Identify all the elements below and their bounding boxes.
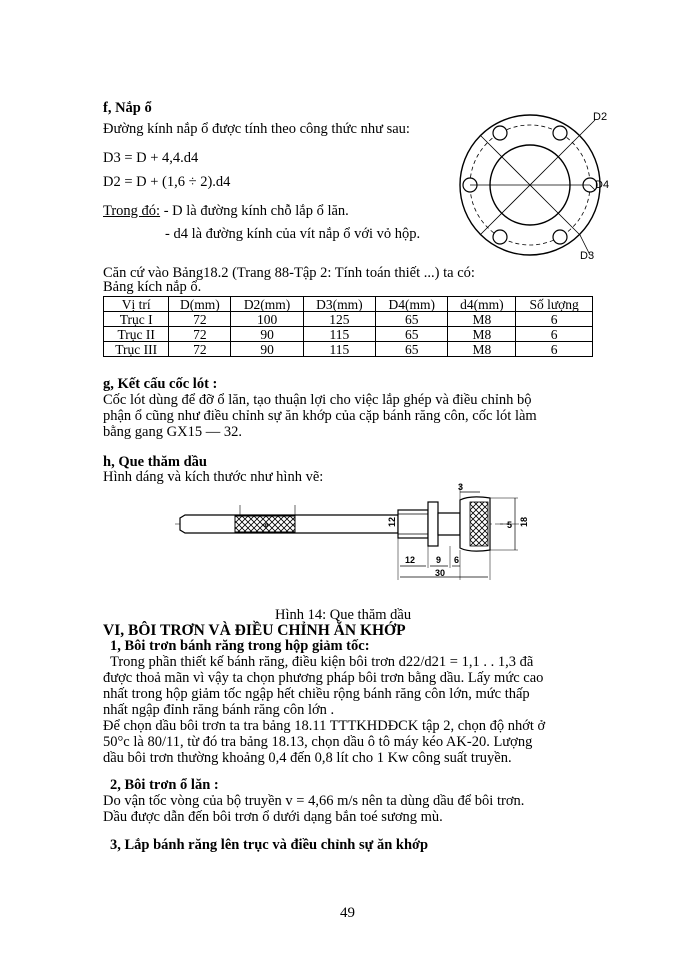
table-header: D3(mm) xyxy=(303,297,375,312)
section-f-intro: Đường kính nắp ổ được tính theo công thức như sau: xyxy=(103,121,410,137)
table-cell: M8 xyxy=(448,312,516,327)
table-row xyxy=(104,327,593,342)
table-cell: Trục II xyxy=(104,327,169,342)
fig-label-d4: D4 xyxy=(595,179,610,191)
dim-label: 6 xyxy=(263,523,270,527)
basis-text: Căn cứ vào Bảng18.2 (Trang 88-Tập 2: Tính toán thiết ...) ta có: xyxy=(103,265,475,281)
table-cell: 65 xyxy=(376,312,448,327)
fig-label-d2: D2 xyxy=(593,111,608,123)
p3-line-1: Do vận tốc vòng của bộ truyền v = 4,66 m/s nên ta dùng dầu để bôi trơn. xyxy=(103,793,525,809)
bearing-cap-table xyxy=(103,296,593,357)
table-header: D4(mm) xyxy=(376,297,448,312)
figure-caption: Hình 14: Que thăm dầu xyxy=(275,607,412,623)
bearing-cap-figure xyxy=(455,105,615,265)
table-cell: 72 xyxy=(169,312,231,327)
table-cell: 72 xyxy=(169,327,231,342)
table-cell: 115 xyxy=(303,342,375,357)
table-cell: 115 xyxy=(303,327,375,342)
fig-label-d3: D3 xyxy=(580,250,595,262)
table-header: Số lượng xyxy=(516,297,593,312)
dim-label: 30 xyxy=(435,568,446,578)
formula-d2: D2 = D + (1,6 ÷ 2).d4 xyxy=(103,174,231,190)
dim-label: 18 xyxy=(519,516,529,527)
table-cell: 90 xyxy=(231,342,303,357)
table-cell: Trục III xyxy=(104,342,169,357)
where-text-1: - D là đường kính chỗ lắp ổ lăn. xyxy=(160,203,349,219)
section-g-line-1: Cốc lót dùng để đỡ ổ lăn, tạo thuận lợi cho việc lắp ghép và điều chỉnh bộ xyxy=(103,392,532,408)
p3-line-2: Dầu được dẫn đến bôi trơn ổ dưới dạng bắn toé sương mù. xyxy=(103,809,443,825)
where-line-2: - d4 là đường kính của vít nắp ổ với vỏ hộp. xyxy=(165,226,421,242)
table-cell: 100 xyxy=(231,312,303,327)
dim-label: 5 xyxy=(507,520,513,530)
dim-label: 6 xyxy=(454,555,460,565)
table-header: d4(mm) xyxy=(448,297,516,312)
section-g-line-3: bằng gang GX15 — 32. xyxy=(103,424,242,440)
table-cell: 6 xyxy=(516,312,593,327)
dim-label: 12 xyxy=(387,516,397,527)
formula-d3: D3 = D + 4,4.d4 xyxy=(103,150,199,166)
table-header: D2(mm) xyxy=(231,297,303,312)
p2-line-2: 50°c là 80/11, từ đó tra bảng 18.13, chọn dầu ô tô máy kéo AK-20. Lượng xyxy=(103,734,533,750)
table-caption: Bảng kích nắp ổ. xyxy=(103,279,202,295)
section-f-title: f, Nắp ổ xyxy=(103,100,152,116)
section-vi-title: VI, BÔI TRƠN VÀ ĐIỀU CHỈNH ĂN KHỚP xyxy=(103,622,406,639)
table-header: Vị trí xyxy=(104,297,169,312)
where-line-1 xyxy=(103,203,349,219)
table-cell: M8 xyxy=(448,327,516,342)
table-cell: 6 xyxy=(516,327,593,342)
table-cell: 125 xyxy=(303,312,375,327)
p1-line-4: nhất ngập đỉnh răng bánh răng côn lớn . xyxy=(103,702,335,718)
table-header-row xyxy=(104,297,593,312)
p1-line-1: Trong phần thiết kế bánh răng, điều kiện bôi trơn d22/d21 = 1,1 . . 1,3 đã xyxy=(110,654,534,670)
section-h-intro: Hình dáng và kích thước như hình vẽ: xyxy=(103,469,324,485)
table-header: D(mm) xyxy=(169,297,231,312)
p1-line-2: được thoả mãn vì vậy ta chọn phương pháp bôi trơn bằng dầu. Lấy mức cao xyxy=(103,670,544,686)
p2-line-3: dầu bôi trơn thường khoảng 0,4 đến 0,8 lít cho 1 Kw công suất truyền. xyxy=(103,750,512,766)
section-g-title: g, Kết cấu cốc lót : xyxy=(103,376,218,392)
where-label: Trong đó: xyxy=(103,203,161,219)
section-h-title: h, Que thăm dầu xyxy=(103,454,207,470)
table-cell: 72 xyxy=(169,342,231,357)
table-cell: Trục I xyxy=(104,312,169,327)
sub3-title: 3, Lắp bánh răng lên trục và điều chỉnh sự ăn khớp xyxy=(110,837,429,853)
table-cell: M8 xyxy=(448,342,516,357)
table-cell: 65 xyxy=(376,327,448,342)
dipstick-drawing xyxy=(170,480,540,590)
table-row xyxy=(104,312,593,327)
dim-label: 12 xyxy=(405,555,416,565)
sub1-title: 1, Bôi trơn bánh răng trong hộp giảm tốc: xyxy=(110,638,370,654)
table-cell: 6 xyxy=(516,342,593,357)
table-cell: 65 xyxy=(376,342,448,357)
section-g-line-2: phận ổ cũng như điều chỉnh sự ăn khớp của cặp bánh răng côn, cốc lót làm xyxy=(103,408,537,424)
table-row xyxy=(104,342,593,357)
p1-line-3: nhất trong hộp giảm tốc ngập hết chiều rộng bánh răng côn lớn, mức thấp xyxy=(103,686,530,702)
dim-label: 9 xyxy=(436,555,442,565)
sub2-title: 2, Bôi trơn ổ lăn : xyxy=(110,777,219,793)
table-cell: 90 xyxy=(231,327,303,342)
page-number: 49 xyxy=(340,905,355,921)
dim-label: 3 xyxy=(458,482,464,492)
p2-line-1: Để chọn dầu bôi trơn ta tra bảng 18.11 TTTKHDĐCK tập 2, chọn độ nhớt ở xyxy=(103,718,546,734)
